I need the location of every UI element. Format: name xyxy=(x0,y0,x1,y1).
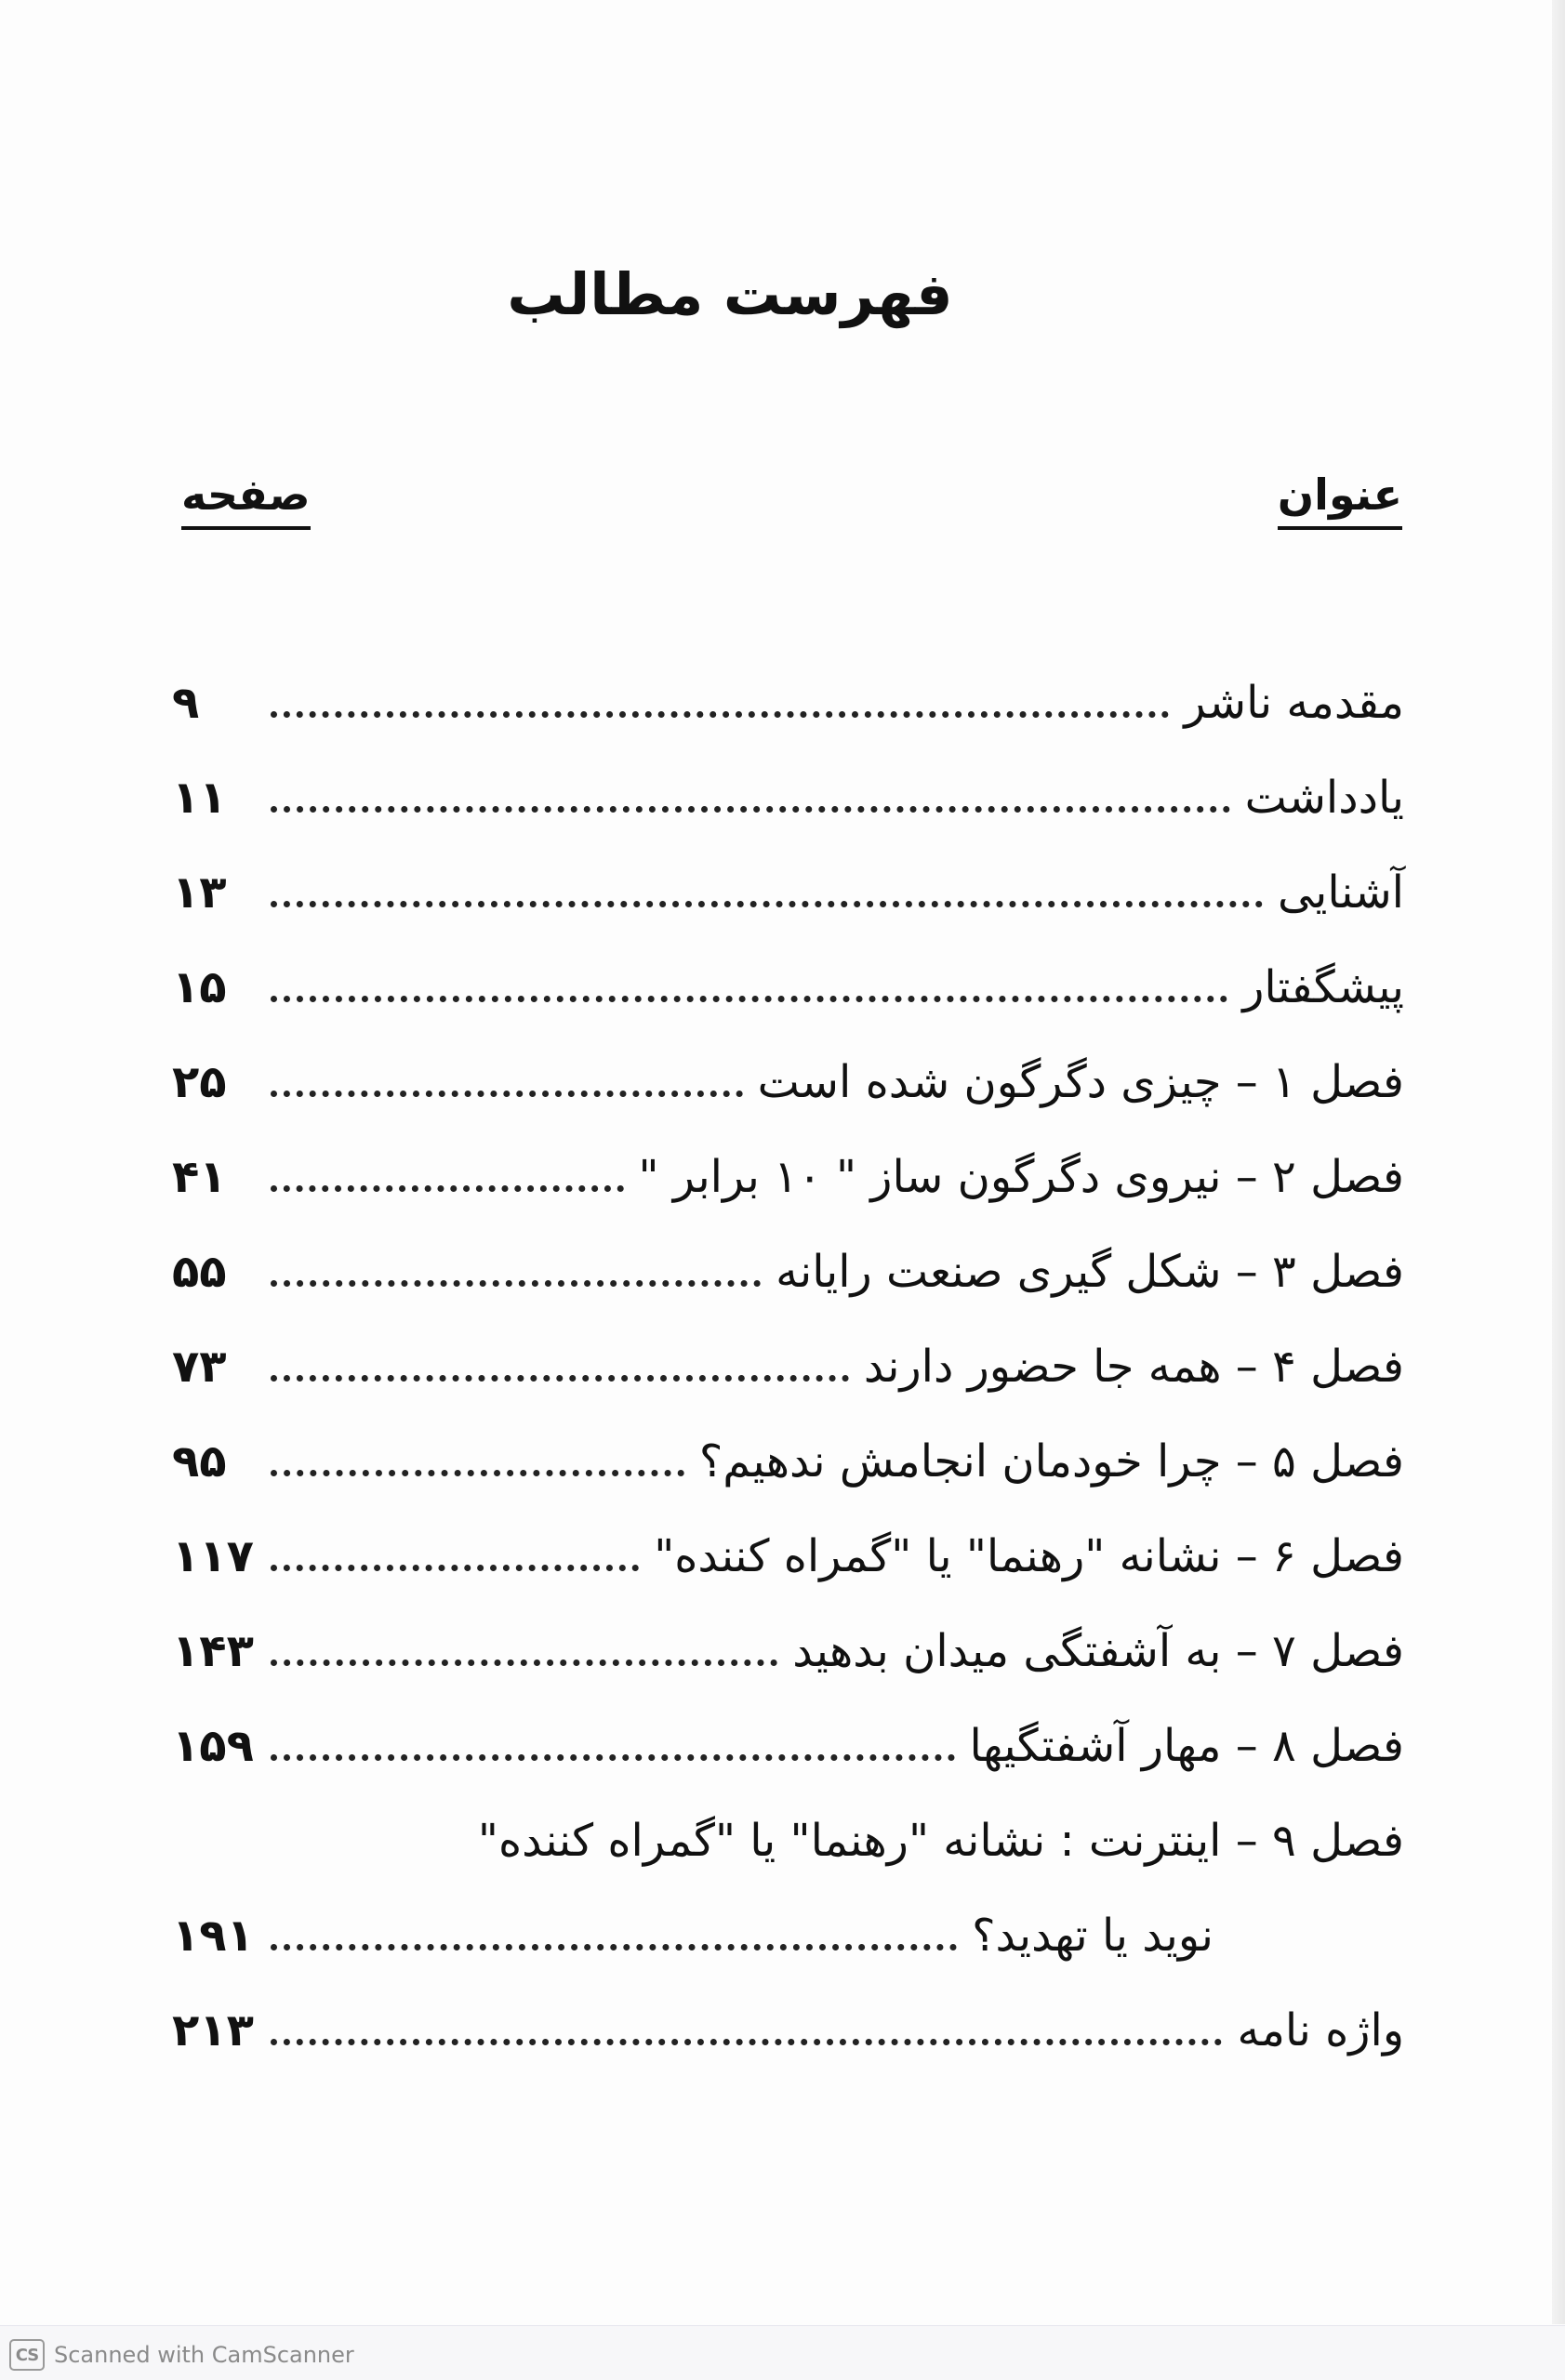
dot-leader xyxy=(271,901,1263,907)
column-header-page: صفحه xyxy=(181,469,311,530)
toc-row xyxy=(172,1685,1404,1779)
toc-entry-title: نوید یا تهدید؟ xyxy=(972,1910,1214,1963)
toc-entry-page: ۱۵ xyxy=(172,961,227,1014)
toc-entry-title: فصل ۵ – چرا خودمان انجامش ندهیم؟ xyxy=(698,1435,1404,1488)
dot-leader xyxy=(271,806,1230,813)
page-title: فهرست مطالب xyxy=(507,260,953,328)
dot-leader xyxy=(271,1754,955,1761)
toc-entry-title: واژه نامه xyxy=(1237,2004,1404,2057)
toc-row xyxy=(172,1779,1404,1874)
toc-row xyxy=(172,1116,1404,1210)
toc-row xyxy=(172,831,1404,926)
column-header-title: عنوان xyxy=(1278,469,1402,530)
dot-leader xyxy=(271,1944,957,1950)
toc-row xyxy=(172,1590,1404,1685)
toc-entry-title: فصل ۳ – شکل گیری صنعت رایانه xyxy=(776,1246,1404,1299)
toc-entry-title: فصل ۴ – همه جا حضور دارند xyxy=(863,1341,1404,1394)
toc-row xyxy=(172,1400,1404,1495)
dot-leader xyxy=(271,1280,761,1287)
toc-row xyxy=(172,926,1404,1021)
toc-row xyxy=(172,1210,1404,1305)
toc-entry-title: مقدمه ناشر xyxy=(1184,677,1404,730)
toc-entry-page: ۲۱۳ xyxy=(172,2004,254,2057)
dot-leader xyxy=(271,996,1227,1002)
dot-leader xyxy=(271,1659,777,1666)
toc-entry-title: فصل ۷ – به آشفتگی میدان بدهید xyxy=(792,1625,1404,1678)
dot-leader xyxy=(271,1091,743,1097)
toc-entry-page: ۷۳ xyxy=(172,1341,227,1394)
toc-entry-page: ۹۵ xyxy=(172,1435,227,1488)
camscanner-logo-icon: CS xyxy=(9,2339,45,2371)
toc-entry-title: فصل ۱ – چیزی دگرگون شده است xyxy=(757,1056,1404,1109)
toc-entry-page: ۲۵ xyxy=(172,1056,227,1109)
toc-entry-page: ۱۱۷ xyxy=(172,1530,254,1583)
page-edge xyxy=(1552,0,1565,2324)
toc-row xyxy=(172,736,1404,831)
toc-entry-page: ۱۵۹ xyxy=(172,1720,254,1773)
dot-leader xyxy=(271,711,1169,718)
scanner-watermark xyxy=(9,2339,354,2371)
toc-entry-title: یادداشت xyxy=(1244,772,1404,825)
toc-entry-title: پیشگفتار xyxy=(1242,961,1404,1014)
toc-row xyxy=(172,641,1404,736)
dot-leader xyxy=(271,1375,849,1382)
dot-leader xyxy=(271,1565,639,1571)
toc-row xyxy=(172,1969,1404,2064)
toc-entry-page: ۹ xyxy=(172,677,200,730)
toc-entry-page: ۴۱ xyxy=(172,1151,227,1204)
toc-row xyxy=(172,1495,1404,1590)
toc-row xyxy=(172,1021,1404,1116)
toc-entry-title: فصل ۶ – نشانه "رهنما" یا "گمراه کننده" xyxy=(654,1530,1404,1583)
toc-row xyxy=(172,1874,1404,1969)
toc-entry-title: فصل ۸ – مهار آشفتگیها xyxy=(969,1720,1404,1773)
toc-entry-page: ۱۱ xyxy=(172,772,227,825)
toc-entry-page: ۵۵ xyxy=(172,1246,227,1299)
watermark-text: Scanned with CamScanner xyxy=(54,2342,354,2368)
dot-leader xyxy=(271,1185,624,1192)
table-of-contents xyxy=(172,641,1404,2064)
toc-entry-page: ۱۹۱ xyxy=(172,1910,254,1963)
toc-entry-page: ۱۳ xyxy=(172,866,227,919)
dot-leader xyxy=(271,2039,1222,2045)
toc-entry-title: فصل ۹ – اینترنت : نشانه "رهنما" یا "گمراه کننده" xyxy=(477,1815,1404,1868)
dot-leader xyxy=(271,1470,684,1476)
toc-entry-title: فصل ۲ – نیروی دگرگون ساز " ۱۰ برابر " xyxy=(638,1151,1404,1204)
toc-row xyxy=(172,1305,1404,1400)
toc-entry-title: آشنایی xyxy=(1277,866,1404,919)
toc-entry-page: ۱۴۳ xyxy=(172,1625,254,1678)
